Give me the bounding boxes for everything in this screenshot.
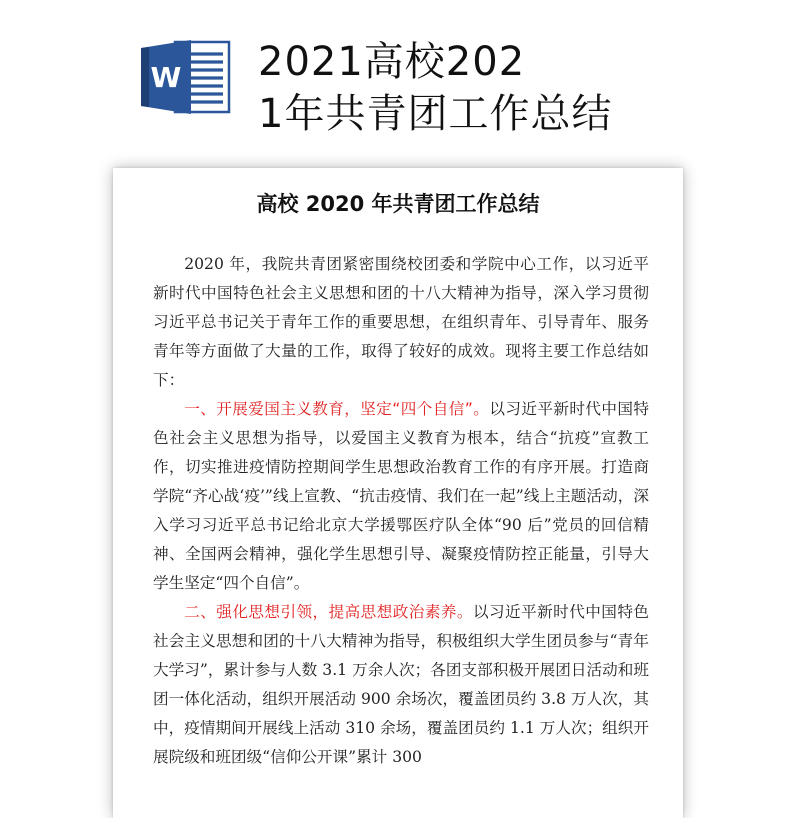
- section-2-heading: 二、强化思想引领，提高思想政治素养。: [184, 603, 473, 621]
- document-body: [153, 250, 649, 772]
- section-1-body: 以习近平新时代中国特色社会主义思想为指导，以爱国主义教育为根本，结合“抗疫”宣教工作，切实推进疫情防控期间学生思想政治教育工作的有序开展。打造商学院“齐心战‘疫’”线上宣教、“抗击疫情、我们在一起”线上主题活动，深入学习习近平总书记给北京大学援鄂医疗队全体“90 后”党员的回信精神、全国两会精神，强化学生思想引导、凝聚疫情防控正能量，引导大学生坚定“四个自信”。: [153, 400, 649, 592]
- word-document-icon: [141, 40, 231, 114]
- document-heading: 高校 2020 年共青团工作总结: [256, 192, 540, 216]
- section-2-paragraph: [153, 598, 649, 772]
- cover-title: [258, 36, 778, 140]
- word-logo-letter: W: [150, 61, 182, 94]
- section-1-heading: 一、开展爱国主义教育，坚定“四个自信”。: [184, 400, 490, 418]
- cover-title-line-1: 2021高校202: [258, 39, 526, 85]
- intro-paragraph: 2020 年，我院共青团紧密围绕校团委和学院中心工作，以习近平新时代中国特色社会主义思想和团的十八大精神为指导，深入学习贯彻习近平总书记关于青年工作的重要思想，在组织青年、引导青年、服务青年等方面做了大量的工作，取得了较好的成效。现将主要工作总结如下：: [153, 255, 649, 389]
- section-1-paragraph: [153, 395, 649, 598]
- cover-title-line-2: 1年共青团工作总结: [258, 91, 613, 137]
- section-2-body: 以习近平新时代中国特色社会主义思想和团的十八大精神为指导，积极组织大学生团员参与“青年大学习”，累计参与人数 3.1 万余人次；各团支部积极开展团日活动和班团一体化活动，组织开展活动 900 余场次，覆盖团员约 3.8 万人次，其中，疫情期间开展线上活动 310 余场，覆盖团员约 1.1 万人次；组织开展院级和班团级“信仰公开课”累计 300: [153, 603, 649, 766]
- document-page: [113, 168, 683, 818]
